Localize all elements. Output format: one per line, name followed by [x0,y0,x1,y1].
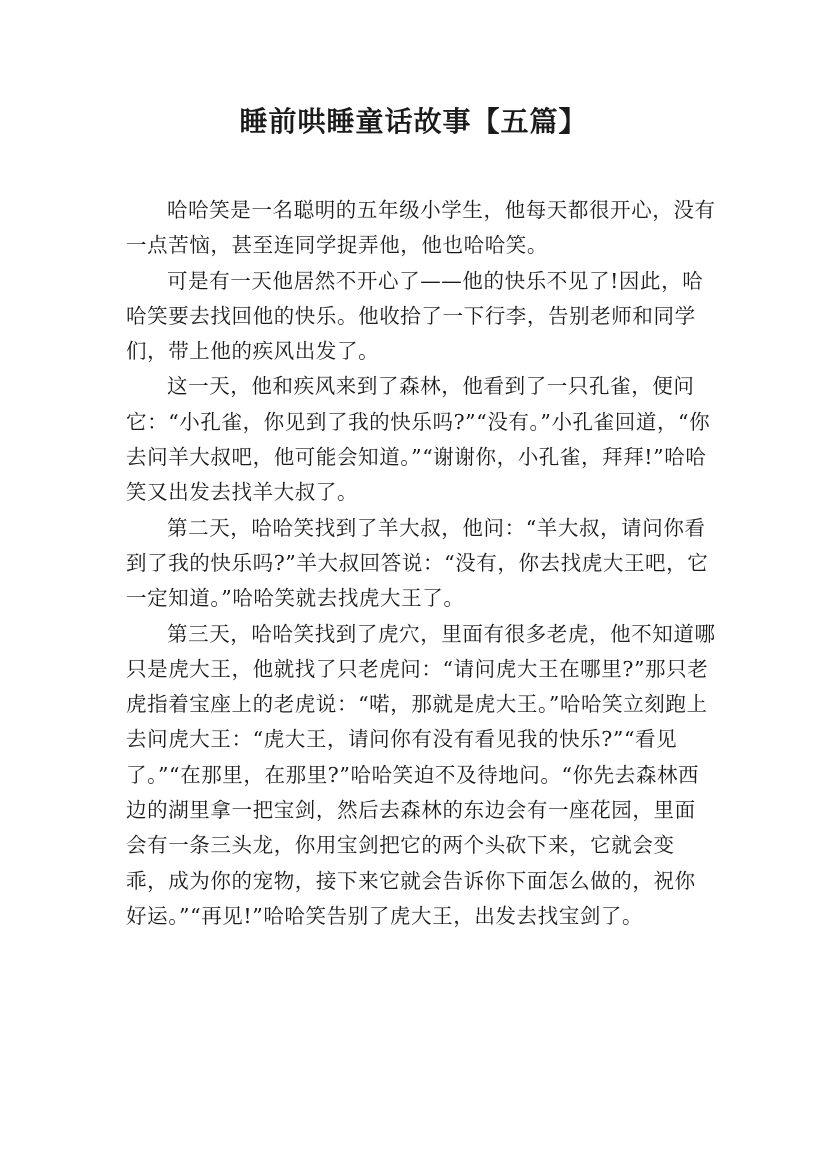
document-body [126,193,716,934]
paragraph: 第二天，哈哈笑找到了羊大叔，他问：“羊大叔，请问你看到了我的快乐吗?”羊大叔回答说：“没有，你去找虎大王吧，它一定知道。”哈哈笑就去找虎大王了。 [126,515,709,611]
paragraph: 这一天，他和疾风来到了森林，他看到了一只孔雀，便问它：“小孔雀，你见到了我的快乐吗?”“没有。”小孔雀回道，“你去问羊大叔吧，他可能会知道。”“谢谢你，小孔雀，拜拜!”哈哈笑又出发去找羊大叔了。 [126,374,711,505]
paragraph: 第三天，哈哈笑找到了虎穴，里面有很多老虎，他不知道哪只是虎大王，他就找了只老虎问：“请问虎大王在哪里?”那只老虎指着宝座上的老虎说：“喏，那就是虎大王。”哈哈笑立刻跑上去问虎大王：“虎大王，请问你有没有看见我的快乐?”“看见了。”“在那里，在那里?”哈哈笑迫不及待地问。“你先去森林西边的湖里拿一把宝剑，然后去森林的东边会有一座花园，里面会有一条三头龙，你用宝剑把它的两个头砍下来，它就会变乖，成为你的宠物，接下来它就会告诉你下面怎么做的，祝你好运。”“再见!”哈哈笑告别了虎大王，出发去找宝剑了。 [126,621,716,928]
paragraph: 可是有一天他居然不开心了——他的快乐不见了!因此，哈哈笑要去找回他的快乐。他收拾了一下行李，告别老师和同学们，带上他的疾风出发了。 [126,268,704,364]
paragraph: 哈哈笑是一名聪明的五年级小学生，他每天都很开心，没有一点苦恼，甚至连同学捉弄他，他也哈哈笑。 [126,198,716,258]
document-title: 睡前哄睡童话故事【五篇】 [239,105,588,138]
